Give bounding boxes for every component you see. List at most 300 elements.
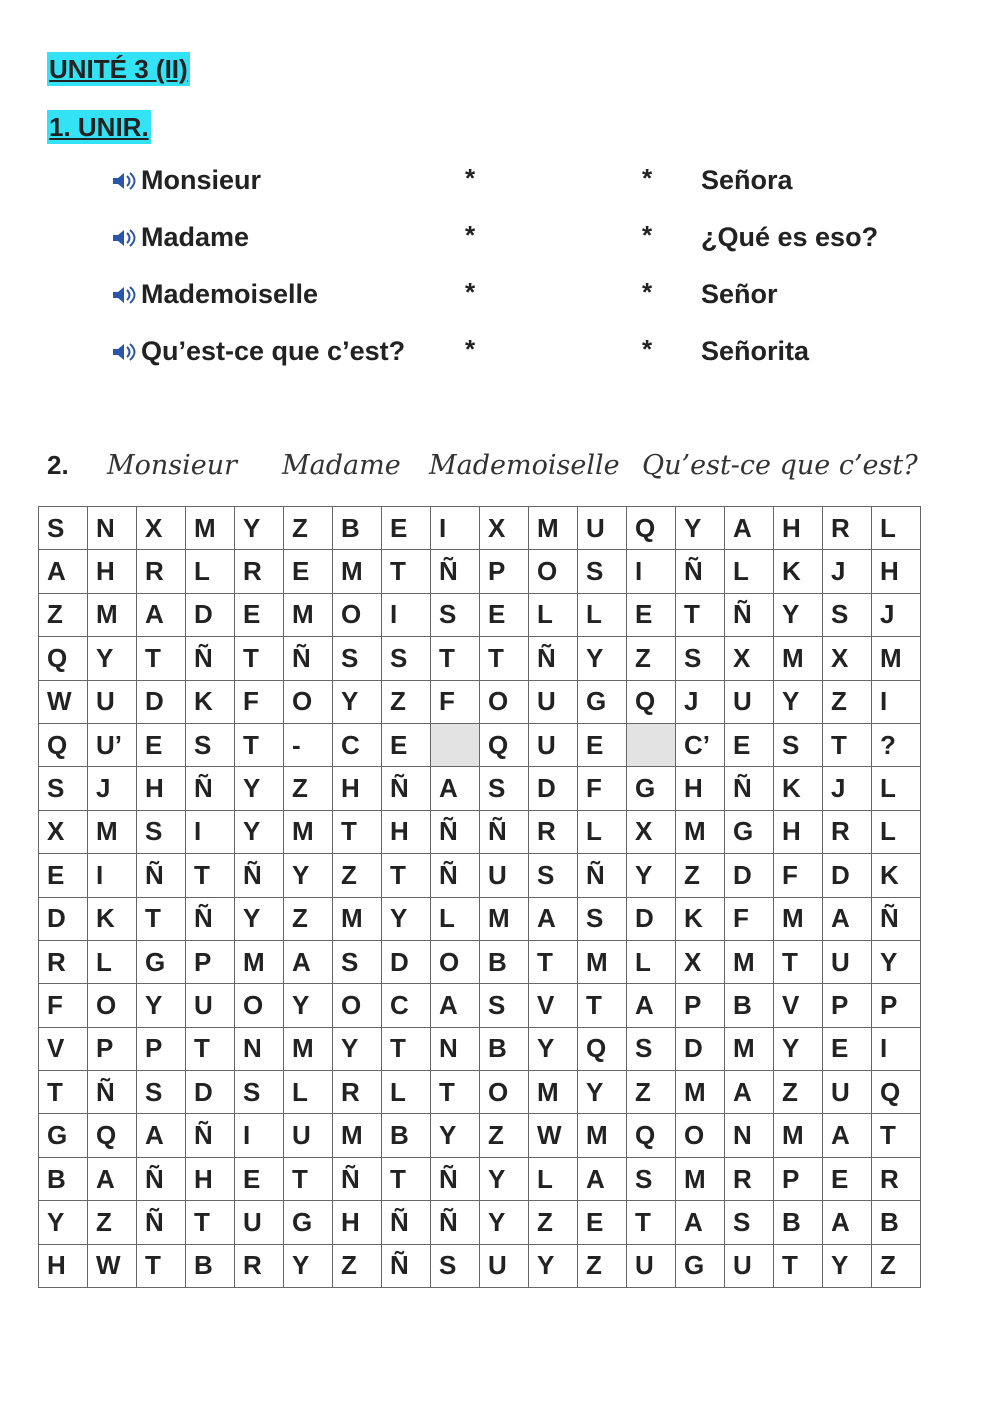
grid-cell[interactable]: H [137,767,186,810]
grid-cell[interactable]: J [823,767,872,810]
grid-cell[interactable]: Z [627,637,676,680]
grid-cell[interactable]: X [480,507,529,550]
grid-cell[interactable]: I [382,593,431,636]
grid-cell[interactable]: Ñ [186,637,235,680]
grid-cell[interactable]: S [529,854,578,897]
grid-cell[interactable]: T [480,637,529,680]
grid-cell[interactable]: Ñ [186,897,235,940]
speaker-icon[interactable] [112,285,138,305]
grid-cell[interactable]: A [137,593,186,636]
grid-cell[interactable]: M [333,550,382,593]
grid-cell[interactable]: M [676,1071,725,1114]
grid-cell[interactable]: O [676,1114,725,1157]
grid-cell[interactable]: Y [39,1201,88,1244]
grid-cell[interactable]: Ñ [137,1157,186,1200]
grid-cell[interactable]: T [137,897,186,940]
grid-cell[interactable]: N [235,1027,284,1070]
grid-cell[interactable]: T [431,1071,480,1114]
grid-cell[interactable]: O [431,940,480,983]
grid-cell[interactable]: N [725,1114,774,1157]
grid-cell[interactable]: M [333,1114,382,1157]
grid-cell[interactable]: M [872,637,921,680]
grid-cell[interactable]: O [333,984,382,1027]
grid-cell[interactable]: B [774,1201,823,1244]
grid-cell[interactable]: Z [627,1071,676,1114]
grid-cell[interactable]: S [627,1027,676,1070]
grid-cell[interactable]: X [823,637,872,680]
grid-cell[interactable]: L [382,1071,431,1114]
grid-cell[interactable]: Q [578,1027,627,1070]
grid-cell[interactable]: Q [480,723,529,766]
grid-cell[interactable]: Z [284,767,333,810]
grid-cell[interactable]: U’ [88,723,137,766]
match-star-right[interactable]: * [642,220,653,250]
grid-cell[interactable]: D [627,897,676,940]
grid-cell[interactable]: H [872,550,921,593]
grid-cell[interactable]: T [186,1027,235,1070]
grid-cell[interactable]: U [823,1071,872,1114]
grid-cell[interactable]: T [382,854,431,897]
grid-cell[interactable]: R [872,1157,921,1200]
grid-cell[interactable]: D [676,1027,725,1070]
grid-cell[interactable]: T [578,984,627,1027]
grid-cell[interactable]: M [725,1027,774,1070]
grid-cell[interactable]: O [333,593,382,636]
grid-cell[interactable]: C [333,723,382,766]
grid-cell[interactable]: Y [480,1157,529,1200]
grid-cell[interactable]: Q [872,1071,921,1114]
grid-cell[interactable]: M [529,507,578,550]
grid-cell[interactable]: O [529,550,578,593]
grid-cell[interactable]: P [774,1157,823,1200]
grid-cell[interactable]: B [480,940,529,983]
grid-cell[interactable]: Ñ [725,767,774,810]
grid-cell[interactable]: S [676,637,725,680]
grid-cell-blank[interactable] [627,723,676,766]
grid-cell[interactable]: K [872,854,921,897]
grid-cell[interactable]: M [725,940,774,983]
grid-cell[interactable]: R [529,810,578,853]
grid-cell[interactable]: Ñ [333,1157,382,1200]
grid-cell[interactable]: B [186,1244,235,1287]
grid-cell[interactable]: H [382,810,431,853]
grid-cell[interactable]: D [137,680,186,723]
grid-cell[interactable]: L [529,593,578,636]
grid-cell[interactable]: E [627,593,676,636]
grid-cell[interactable]: A [529,897,578,940]
grid-cell[interactable]: M [284,810,333,853]
grid-cell[interactable]: C [382,984,431,1027]
grid-cell[interactable]: H [333,767,382,810]
grid-cell[interactable]: Z [480,1114,529,1157]
grid-cell[interactable]: Ñ [529,637,578,680]
grid-cell[interactable]: J [676,680,725,723]
grid-cell[interactable]: M [480,897,529,940]
grid-cell[interactable]: L [872,810,921,853]
grid-cell[interactable]: P [480,550,529,593]
grid-cell[interactable]: D [382,940,431,983]
grid-cell[interactable]: R [235,1244,284,1287]
grid-cell[interactable]: F [235,680,284,723]
grid-cell[interactable]: D [725,854,774,897]
grid-cell[interactable]: Ñ [578,854,627,897]
grid-cell[interactable]: U [480,854,529,897]
grid-cell[interactable]: P [137,1027,186,1070]
grid-cell[interactable]: Y [284,984,333,1027]
grid-cell[interactable]: P [88,1027,137,1070]
match-star-left[interactable]: * [465,334,476,364]
grid-cell[interactable]: Ñ [382,1244,431,1287]
grid-cell[interactable]: G [284,1201,333,1244]
grid-cell-blank[interactable] [431,723,480,766]
grid-cell[interactable]: Q [627,507,676,550]
grid-cell[interactable]: Y [774,593,823,636]
grid-cell[interactable]: Ñ [431,810,480,853]
grid-cell[interactable]: N [431,1027,480,1070]
grid-cell[interactable]: L [725,550,774,593]
grid-cell[interactable]: W [39,680,88,723]
speaker-icon[interactable] [112,342,138,362]
grid-cell[interactable]: Y [627,854,676,897]
match-star-right[interactable]: * [642,277,653,307]
grid-cell[interactable]: T [235,637,284,680]
grid-cell[interactable]: O [480,680,529,723]
grid-cell[interactable]: U [627,1244,676,1287]
grid-cell[interactable]: Ñ [431,1157,480,1200]
grid-cell[interactable]: R [823,810,872,853]
grid-cell[interactable]: S [774,723,823,766]
grid-cell[interactable]: L [578,810,627,853]
grid-cell[interactable]: A [431,767,480,810]
grid-cell[interactable]: F [578,767,627,810]
grid-cell[interactable]: L [88,940,137,983]
grid-cell[interactable]: U [529,723,578,766]
grid-cell[interactable]: Y [88,637,137,680]
grid-cell[interactable]: M [578,940,627,983]
grid-cell[interactable]: T [39,1071,88,1114]
grid-cell[interactable]: Z [578,1244,627,1287]
grid-cell[interactable]: S [39,507,88,550]
grid-cell[interactable]: D [823,854,872,897]
grid-cell[interactable]: S [333,940,382,983]
grid-cell[interactable]: J [872,593,921,636]
grid-cell[interactable]: M [578,1114,627,1157]
grid-cell[interactable]: D [39,897,88,940]
grid-cell[interactable]: B [39,1157,88,1200]
grid-cell[interactable]: O [88,984,137,1027]
grid-cell[interactable]: M [333,897,382,940]
grid-cell[interactable]: R [333,1071,382,1114]
grid-cell[interactable]: M [284,593,333,636]
grid-cell[interactable]: F [774,854,823,897]
grid-cell[interactable]: S [431,593,480,636]
grid-cell[interactable]: T [382,550,431,593]
grid-cell[interactable]: A [823,897,872,940]
match-star-right[interactable]: * [642,334,653,364]
grid-cell[interactable]: E [823,1027,872,1070]
grid-cell[interactable]: Y [774,1027,823,1070]
match-star-left[interactable]: * [465,163,476,193]
grid-cell[interactable]: F [431,680,480,723]
grid-cell[interactable]: - [284,723,333,766]
grid-cell[interactable]: E [578,1201,627,1244]
grid-cell[interactable]: X [725,637,774,680]
grid-cell[interactable]: E [480,593,529,636]
grid-cell[interactable]: Y [284,854,333,897]
grid-cell[interactable]: T [333,810,382,853]
grid-cell[interactable]: Ñ [725,593,774,636]
grid-cell[interactable]: G [137,940,186,983]
grid-cell[interactable]: S [137,810,186,853]
grid-cell[interactable]: Y [284,1244,333,1287]
grid-cell[interactable]: T [137,637,186,680]
speaker-icon[interactable] [112,228,138,248]
grid-cell[interactable]: S [137,1071,186,1114]
grid-cell[interactable]: O [284,680,333,723]
grid-cell[interactable]: D [186,593,235,636]
grid-cell[interactable]: Ñ [186,767,235,810]
grid-cell[interactable]: P [872,984,921,1027]
grid-cell[interactable]: A [431,984,480,1027]
grid-cell[interactable]: Q [39,637,88,680]
grid-cell[interactable]: A [578,1157,627,1200]
grid-cell[interactable]: R [235,550,284,593]
grid-cell[interactable]: E [725,723,774,766]
grid-cell[interactable]: S [431,1244,480,1287]
grid-cell[interactable]: Z [333,854,382,897]
grid-cell[interactable]: Z [284,897,333,940]
grid-cell[interactable]: G [578,680,627,723]
grid-cell[interactable]: Z [529,1201,578,1244]
grid-cell[interactable]: Y [235,810,284,853]
grid-cell[interactable]: O [480,1071,529,1114]
grid-cell[interactable]: O [235,984,284,1027]
grid-cell[interactable]: B [382,1114,431,1157]
grid-cell[interactable]: M [186,507,235,550]
grid-cell[interactable]: Z [872,1244,921,1287]
grid-cell[interactable]: H [774,810,823,853]
grid-cell[interactable]: K [774,767,823,810]
grid-cell[interactable]: B [725,984,774,1027]
grid-cell[interactable]: Ñ [431,550,480,593]
grid-cell[interactable]: Z [774,1071,823,1114]
grid-cell[interactable]: S [480,767,529,810]
grid-cell[interactable]: Z [284,507,333,550]
grid-cell[interactable]: R [137,550,186,593]
grid-cell[interactable]: U [284,1114,333,1157]
grid-cell[interactable]: T [284,1157,333,1200]
grid-cell[interactable]: J [88,767,137,810]
grid-cell[interactable]: H [39,1244,88,1287]
grid-cell[interactable]: K [676,897,725,940]
grid-cell[interactable]: E [235,1157,284,1200]
grid-cell[interactable]: M [284,1027,333,1070]
grid-cell[interactable]: A [137,1114,186,1157]
grid-cell[interactable]: U [529,680,578,723]
grid-cell[interactable]: T [676,593,725,636]
grid-cell[interactable]: Y [382,897,431,940]
grid-cell[interactable]: Y [578,637,627,680]
grid-cell[interactable]: U [725,1244,774,1287]
grid-cell[interactable]: B [480,1027,529,1070]
grid-cell[interactable]: X [39,810,88,853]
grid-cell[interactable]: T [186,854,235,897]
grid-cell[interactable]: U [88,680,137,723]
grid-cell[interactable]: S [823,593,872,636]
grid-cell[interactable]: G [627,767,676,810]
grid-cell[interactable]: A [725,507,774,550]
grid-cell[interactable]: A [676,1201,725,1244]
grid-cell[interactable]: L [431,897,480,940]
grid-cell[interactable]: Y [823,1244,872,1287]
grid-cell[interactable]: Q [39,723,88,766]
grid-cell[interactable]: T [627,1201,676,1244]
grid-cell[interactable]: Ñ [382,767,431,810]
grid-cell[interactable]: S [627,1157,676,1200]
grid-cell[interactable]: W [529,1114,578,1157]
grid-cell[interactable]: H [88,550,137,593]
grid-cell[interactable]: Z [823,680,872,723]
grid-cell[interactable]: Y [235,767,284,810]
grid-cell[interactable]: A [823,1201,872,1244]
grid-cell[interactable]: U [725,680,774,723]
grid-cell[interactable]: E [578,723,627,766]
grid-cell[interactable]: W [88,1244,137,1287]
grid-cell[interactable]: X [676,940,725,983]
grid-cell[interactable]: T [382,1027,431,1070]
grid-cell[interactable]: T [186,1201,235,1244]
grid-cell[interactable]: H [774,507,823,550]
match-star-left[interactable]: * [465,220,476,250]
grid-cell[interactable]: M [774,897,823,940]
grid-cell[interactable]: T [774,1244,823,1287]
match-star-left[interactable]: * [465,277,476,307]
grid-cell[interactable]: E [382,723,431,766]
grid-cell[interactable]: M [774,1114,823,1157]
grid-cell[interactable]: I [627,550,676,593]
grid-cell[interactable]: K [186,680,235,723]
grid-cell[interactable]: Ñ [872,897,921,940]
grid-cell[interactable]: S [480,984,529,1027]
speaker-icon[interactable] [112,171,138,191]
grid-cell[interactable]: E [382,507,431,550]
grid-cell[interactable]: Y [774,680,823,723]
grid-cell[interactable]: K [774,550,823,593]
grid-cell[interactable]: S [578,550,627,593]
grid-cell[interactable]: Y [235,897,284,940]
grid-cell[interactable]: Z [333,1244,382,1287]
grid-cell[interactable]: S [333,637,382,680]
grid-cell[interactable]: F [725,897,774,940]
grid-cell[interactable]: Q [627,1114,676,1157]
grid-cell[interactable]: Q [627,680,676,723]
grid-cell[interactable]: L [529,1157,578,1200]
grid-cell[interactable]: U [578,507,627,550]
grid-cell[interactable]: C’ [676,723,725,766]
grid-cell[interactable]: P [186,940,235,983]
grid-cell[interactable]: ? [872,723,921,766]
grid-cell[interactable]: Y [431,1114,480,1157]
grid-cell[interactable]: T [382,1157,431,1200]
grid-cell[interactable]: I [431,507,480,550]
grid-cell[interactable]: E [235,593,284,636]
grid-cell[interactable]: V [774,984,823,1027]
grid-cell[interactable]: P [676,984,725,1027]
grid-cell[interactable]: M [88,593,137,636]
grid-cell[interactable]: Z [676,854,725,897]
grid-cell[interactable]: T [872,1114,921,1157]
grid-cell[interactable]: S [186,723,235,766]
grid-cell[interactable]: M [88,810,137,853]
grid-cell[interactable]: Ñ [676,550,725,593]
grid-cell[interactable]: Ñ [88,1071,137,1114]
grid-cell[interactable]: S [725,1201,774,1244]
grid-cell[interactable]: Ñ [235,854,284,897]
grid-cell[interactable]: A [284,940,333,983]
grid-cell[interactable]: L [627,940,676,983]
grid-cell[interactable]: Ñ [284,637,333,680]
grid-cell[interactable]: T [774,940,823,983]
grid-cell[interactable]: A [627,984,676,1027]
grid-cell[interactable]: U [186,984,235,1027]
grid-cell[interactable]: N [88,507,137,550]
grid-cell[interactable]: I [872,1027,921,1070]
match-star-right[interactable]: * [642,163,653,193]
grid-cell[interactable]: E [137,723,186,766]
grid-cell[interactable]: Y [235,507,284,550]
grid-cell[interactable]: F [39,984,88,1027]
grid-cell[interactable]: L [284,1071,333,1114]
grid-cell[interactable]: E [823,1157,872,1200]
grid-cell[interactable]: E [284,550,333,593]
grid-cell[interactable]: Y [529,1244,578,1287]
grid-cell[interactable]: I [235,1114,284,1157]
grid-cell[interactable]: E [39,854,88,897]
grid-cell[interactable]: Ñ [480,810,529,853]
grid-cell[interactable]: U [235,1201,284,1244]
grid-cell[interactable]: M [676,810,725,853]
grid-cell[interactable]: Ñ [382,1201,431,1244]
grid-cell[interactable]: L [186,550,235,593]
grid-cell[interactable]: T [823,723,872,766]
grid-cell[interactable]: R [39,940,88,983]
grid-cell[interactable]: Ñ [137,854,186,897]
grid-cell[interactable]: P [823,984,872,1027]
grid-cell[interactable]: V [39,1027,88,1070]
grid-cell[interactable]: Ñ [431,1201,480,1244]
grid-cell[interactable]: A [823,1114,872,1157]
grid-cell[interactable]: L [578,593,627,636]
grid-cell[interactable]: G [39,1114,88,1157]
grid-cell[interactable]: Y [676,507,725,550]
grid-cell[interactable]: S [382,637,431,680]
grid-cell[interactable]: Y [872,940,921,983]
grid-cell[interactable]: L [872,767,921,810]
grid-cell[interactable]: K [88,897,137,940]
grid-cell[interactable]: I [88,854,137,897]
grid-cell[interactable]: G [725,810,774,853]
grid-cell[interactable]: B [333,507,382,550]
grid-cell[interactable]: M [676,1157,725,1200]
grid-cell[interactable]: T [431,637,480,680]
grid-cell[interactable]: Y [529,1027,578,1070]
grid-cell[interactable]: I [872,680,921,723]
grid-cell[interactable]: M [529,1071,578,1114]
grid-cell[interactable]: X [627,810,676,853]
grid-cell[interactable]: Z [88,1201,137,1244]
grid-cell[interactable]: Y [333,1027,382,1070]
grid-cell[interactable]: Ñ [431,854,480,897]
